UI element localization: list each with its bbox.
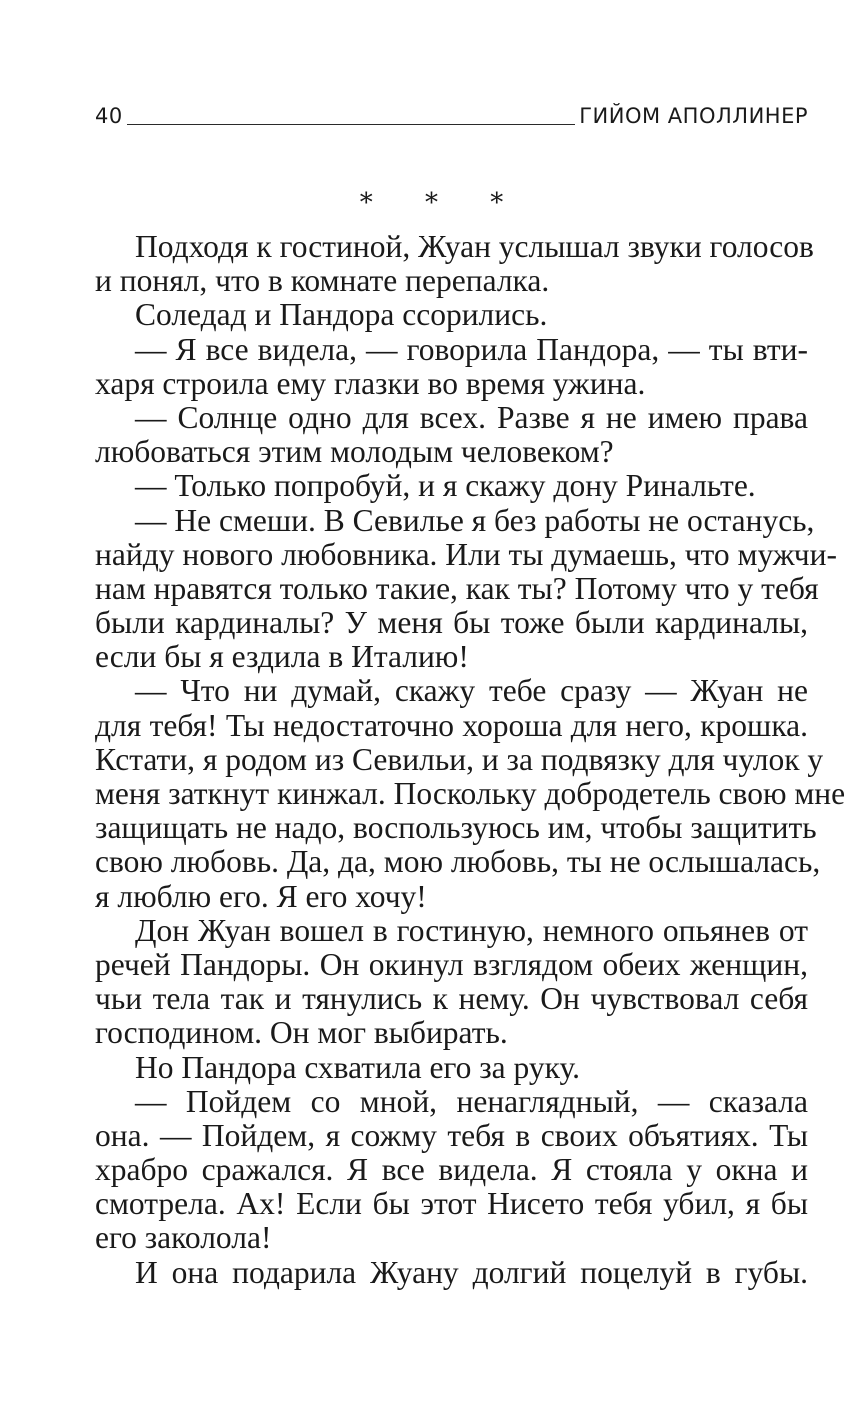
page-number: 40 — [95, 104, 123, 128]
body-text — [95, 229, 846, 1290]
text-line: защищать не надо, воспользуюсь им, чтобы защитить — [95, 810, 817, 846]
text-line: его заколола! — [95, 1220, 272, 1256]
text-line: — Не смеши. В Севилье я без работы не останусь, — [135, 502, 815, 538]
text-line: свою любовь. Да, да, мою любовь, ты не ослышалась, — [95, 844, 821, 880]
text-line: и понял, что в комнате перепалка. — [95, 263, 550, 299]
text-line: — Только попробуй, и я скажу дону Ринальте. — [135, 468, 756, 504]
section-break: * * * — [359, 188, 526, 218]
text-line: любоваться этим молодым человеком? — [95, 434, 614, 470]
text-line: харя строила ему глазки во время ужина. — [95, 365, 646, 401]
text-line: я люблю его. Я его хочу! — [95, 878, 427, 914]
text-line: найду нового любовника. Или ты думаешь, что мужчи- — [95, 536, 837, 572]
text-line: Подходя к гостиной, Жуан услышал звуки голосов — [135, 229, 814, 264]
header-rule — [127, 124, 576, 125]
text-line: храбро сражался. Я все видела. Я стояла у окна и — [95, 1152, 808, 1188]
text-line: Но Пандора схватила его за руку. — [135, 1049, 580, 1085]
text-line: И она подарила Жуану долгий поцелуй в губы. — [135, 1254, 808, 1290]
text-line: были кардиналы? У меня бы тоже были кардиналы, — [95, 605, 808, 641]
text-line: — Солнце одно для всех. Разве я не имею права — [135, 399, 808, 435]
text-line: нам нравятся только такие, как ты? Потому что у тебя — [95, 570, 819, 606]
text-line: господином. Он мог выбирать. — [95, 1015, 508, 1051]
running-title: ГИЙОМ АПОЛЛИНЕР — [579, 104, 808, 128]
text-line: — Я все видела, — говорила Пандора, — ты вти- — [135, 331, 808, 367]
text-line: для тебя! Ты недостаточно хороша для него, крошка. — [95, 707, 808, 743]
text-line: — Что ни думай, скажу тебе сразу — Жуан не — [135, 673, 808, 709]
text-line: меня заткнут кинжал. Поскольку добродетель свою мне — [95, 776, 846, 811]
text-line: чьи тела так и тянулись к нему. Он чувствовал себя — [95, 981, 808, 1017]
text-line: смотрела. Ах! Если бы этот Нисето тебя убил, я бы — [95, 1186, 808, 1222]
text-line: если бы я ездила в Италию! — [95, 639, 469, 675]
text-line: Дон Жуан вошел в гостиную, немного опьянев от — [135, 912, 808, 948]
text-line: Кстати, я родом из Севильи, и за подвязку для чулок у — [95, 741, 824, 777]
text-line: речей Пандоры. Он окинул взглядом обеих женщин, — [95, 946, 808, 982]
text-line: Соледад и Пандора ссорились. — [135, 297, 548, 333]
text-line: она. — Пойдем, я сожму тебя в своих объятиях. Ты — [95, 1117, 808, 1153]
text-line: — Пойдем со мной, ненаглядный, — сказала — [135, 1083, 808, 1119]
running-header — [95, 98, 808, 128]
